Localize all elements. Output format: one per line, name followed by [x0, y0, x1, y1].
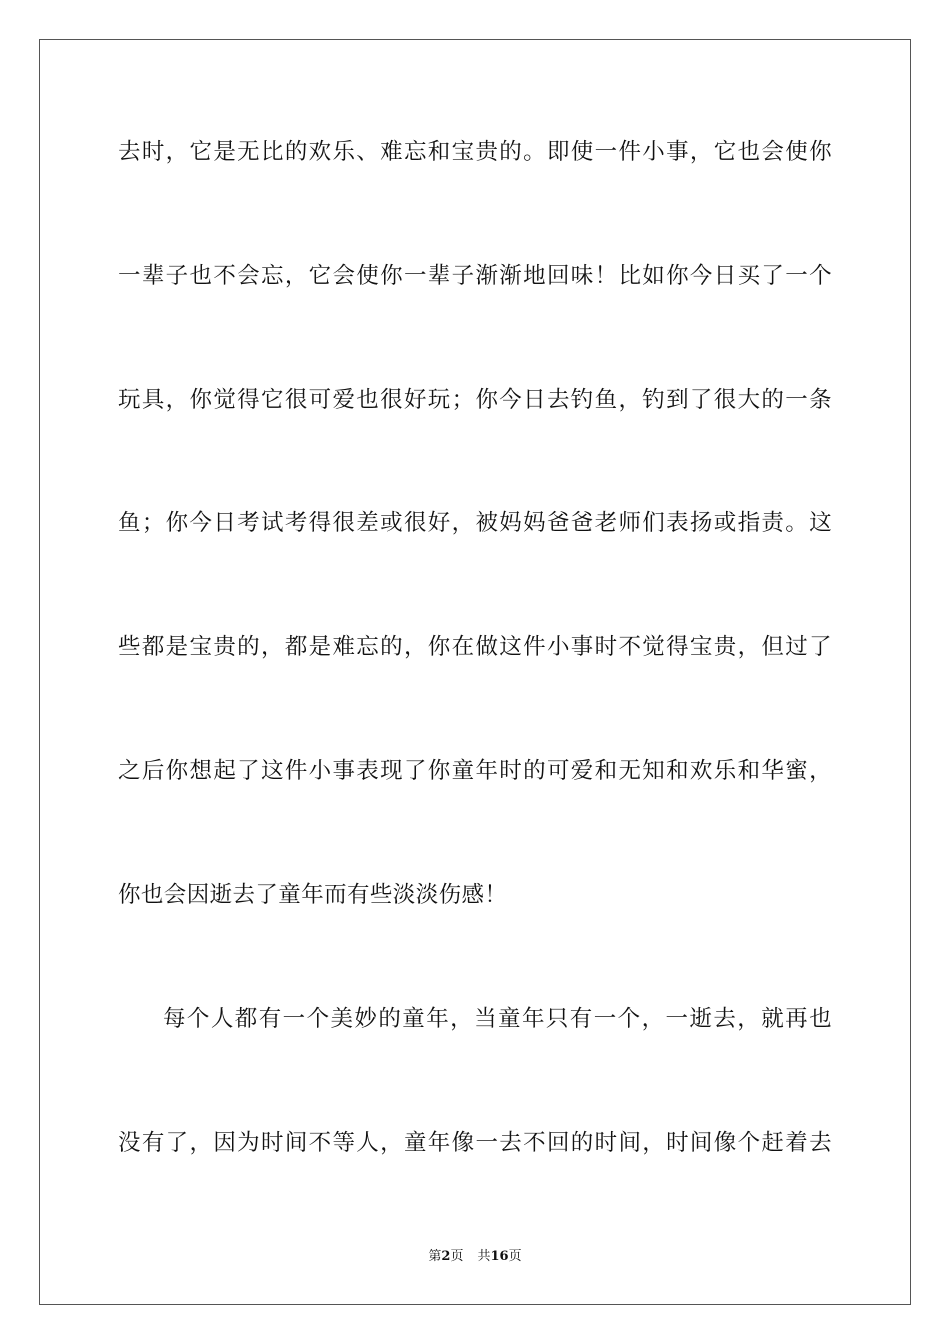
total-prefix: 共	[477, 1249, 491, 1264]
total-pages: 16	[490, 1249, 509, 1264]
text-line-5: 些都是宝贵的，都是难忘的，你在做这件小事时不觉得宝贵，但过了	[118, 634, 832, 660]
text-line-6: 之后你想起了这件小事表现了你童年时的可爱和无知和欢乐和华蜜，	[118, 758, 832, 784]
text-line-2: 一辈子也不会忘，它会使你一辈子渐渐地回味！比如你今日买了一个	[118, 263, 832, 289]
text-line-3: 玩具，你觉得它很可爱也很好玩；你今日去钓鱼，钓到了很大的一条	[118, 387, 832, 413]
page-number: 2	[441, 1249, 451, 1264]
total-suffix: 页	[508, 1249, 522, 1264]
page-suffix: 页	[450, 1249, 464, 1264]
text-line-1: 去时，它是无比的欢乐、难忘和宝贵的。即使一件小事，它也会使你	[118, 139, 832, 165]
text-line-9: 没有了，因为时间不等人，童年像一去不回的时间，时间像个赶着去	[118, 1130, 832, 1156]
page-prefix: 第	[428, 1249, 442, 1264]
text-line-4: 鱼；你今日考试考得很差或很好，被妈妈爸爸老师们表扬或指责。这	[118, 510, 832, 536]
page-footer	[0, 1249, 950, 1265]
text-line-8: 每个人都有一个美妙的童年，当童年只有一个，一逝去，就再也	[163, 1006, 832, 1032]
text-line-7: 你也会因逝去了童年而有些淡淡伤感！	[118, 882, 508, 908]
page-frame	[39, 39, 911, 1305]
